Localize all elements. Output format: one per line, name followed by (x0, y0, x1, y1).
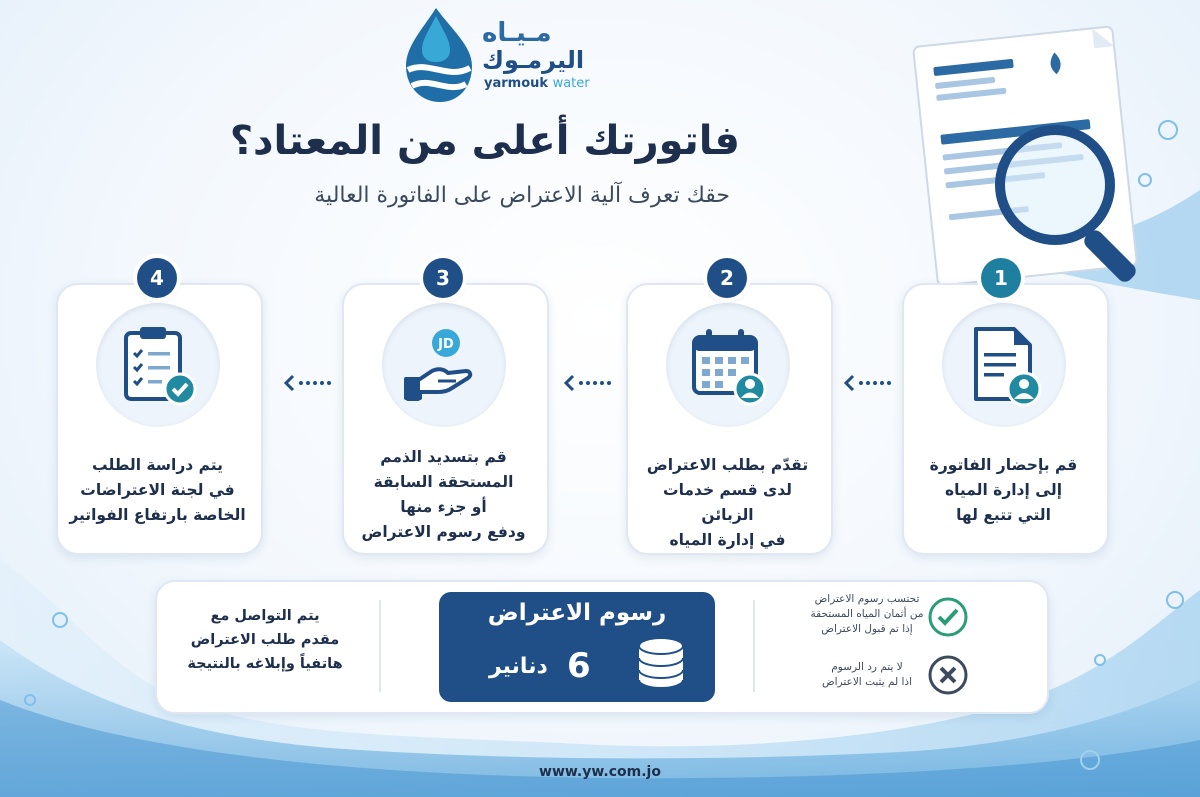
fee-amount: 6 (567, 646, 591, 686)
fee-title: رسوم الاعتراض (487, 600, 667, 626)
step-card-3 (342, 283, 549, 555)
objection-fee-box (439, 592, 715, 702)
step-icon-circle (666, 303, 790, 427)
coin-stack-icon (635, 636, 687, 692)
step-card-2 (626, 283, 833, 555)
step-icon-circle (382, 303, 506, 427)
logo-arabic-bottom: اليرمـوك (482, 46, 585, 74)
x-circle-icon (927, 654, 969, 696)
page-title: فاتورتك أعلى من المعتاد؟ (229, 118, 740, 164)
condition-rejected-text: لا يتم رد الرسوم اذا لم يثبت الاعتراض (821, 661, 913, 688)
logo-english: yarmouk water (484, 76, 590, 91)
step-number-badge-1: 1 (981, 258, 1021, 298)
step-number-badge-4: 4 (137, 258, 177, 298)
step-number-badge-2: 2 (707, 258, 747, 298)
divider (379, 600, 381, 692)
svg-text:JD: JD (438, 337, 454, 352)
fee-unit: دنانير (489, 654, 548, 679)
step-text: يتم دراسة الطلب في لجنة الاعتراضات الخاصة بارتفاع الفواتير (69, 456, 246, 524)
hand-coin-icon (402, 323, 486, 407)
contact-note: يتم التواصل مع مقدم طلب الاعتراض هاتفياً وإبلاغه بالنتيجة (187, 608, 343, 672)
step-number-badge-3: 3 (423, 258, 463, 298)
document-user-icon (962, 323, 1046, 407)
fee-info-panel (155, 580, 1049, 714)
step-text: قم بتسديد الذمم المستحقة السابقة أو جزء منها ودفع رسوم الاعتراض (361, 448, 526, 541)
step-text: قم بإحضار الفاتورة إلى إدارة المياه التي تتبع لها (929, 456, 1078, 524)
divider (753, 600, 755, 692)
step-card-1 (902, 283, 1109, 555)
step-card-4 (56, 283, 263, 555)
arrow-left-dotted-icon (563, 372, 615, 394)
website-url: www.yw.com.jo (539, 764, 661, 780)
arrow-left-dotted-icon (283, 372, 335, 394)
invoice-magnifier-illustration (895, 15, 1185, 305)
page-subtitle: حقك تعرف آلية الاعتراض على الفاتورة العالية (314, 183, 730, 208)
logo-arabic-top: مـيـاه (482, 18, 552, 48)
step-icon-circle (942, 303, 1066, 427)
arrow-left-dotted-icon (843, 372, 895, 394)
check-circle-icon (927, 596, 969, 638)
step-text: تقدّم بطلب الاعتراض لدى قسم خدمات الزبائن في إدارة المياه (646, 456, 809, 549)
clipboard-check-icon (116, 323, 200, 407)
calendar-user-icon (686, 323, 770, 407)
step-icon-circle (96, 303, 220, 427)
condition-accepted-text: تحتسب رسوم الاعتراض من أثمان المياه المستحقة إذا تم قبول الاعتراض (810, 593, 924, 635)
